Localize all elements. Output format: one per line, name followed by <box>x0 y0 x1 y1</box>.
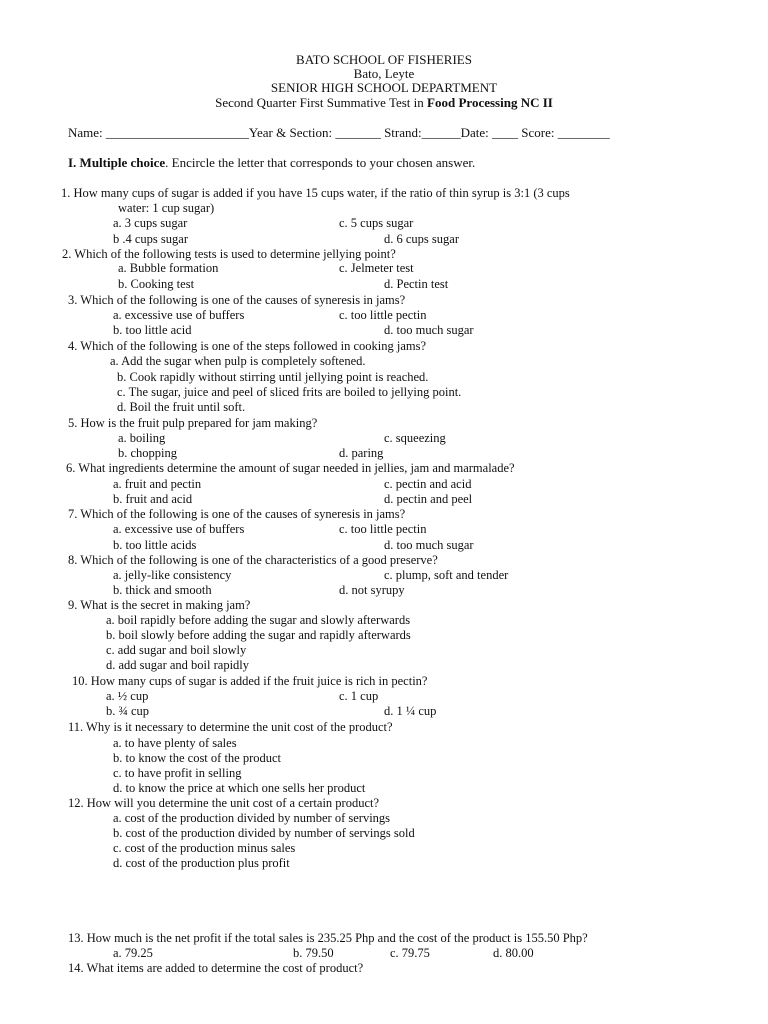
section-title: I. Multiple choice <box>68 155 166 170</box>
q6-choice-b: b. fruit and acid <box>113 492 193 506</box>
q1-choice-c: c. 5 cups sugar <box>339 216 414 230</box>
q10-choice-a: a. ½ cup <box>106 689 149 703</box>
q8-choice-c: c. plump, soft and tender <box>384 568 509 582</box>
q6-choice-a: a. fruit and pectin <box>113 477 202 491</box>
q9-choice-a: a. boil rapidly before adding the sugar and slowly afterwards <box>106 613 411 627</box>
question-4: 4. Which of the following is one of the steps followed in cooking jams? <box>68 339 427 353</box>
q6-choice-d: d. pectin and peel <box>384 492 473 506</box>
q13-choice-b: b. 79.50 <box>293 946 334 960</box>
question-6: 6. What ingredients determine the amount of sugar needed in jellies, jam and marmalade? <box>66 461 515 475</box>
question-10: 10. How many cups of sugar is added if the fruit juice is rich in pectin? <box>72 674 428 688</box>
q5-choice-a: a. boiling <box>118 431 166 445</box>
q9-choice-b: b. boil slowly before adding the sugar and rapidly afterwards <box>106 628 411 642</box>
q12-choice-d: d. cost of the production plus profit <box>113 856 290 870</box>
test-subject: Food Processing NC II <box>427 95 553 110</box>
q2-choice-c: c. Jelmeter test <box>339 261 414 275</box>
q5-choice-c: c. squeezing <box>384 431 446 445</box>
q7-choice-c: c. too little pectin <box>339 522 427 536</box>
q13-choice-c: c. 79.75 <box>390 946 430 960</box>
q11-choice-a: a. to have plenty of sales <box>113 736 237 750</box>
section-instruction: . Encircle the letter that corresponds to your chosen answer. <box>165 155 476 170</box>
q8-choice-b: b. thick and smooth <box>113 583 212 597</box>
q3-choice-c: c. too little pectin <box>339 308 427 322</box>
q4-choice-d: d. Boil the fruit until soft. <box>117 400 246 414</box>
q7-choice-a: a. excessive use of buffers <box>113 522 245 536</box>
q12-choice-b: b. cost of the production divided by number of servings sold <box>113 826 415 840</box>
q10-choice-d: d. 1 ¼ cup <box>384 704 437 718</box>
test-title <box>0 95 768 110</box>
q8-choice-a: a. jelly-like consistency <box>113 568 232 582</box>
question-1-cont: water: 1 cup sugar) <box>118 201 215 215</box>
question-11: 11. Why is it necessary to determine the unit cost of the product? <box>68 720 393 734</box>
school-location: Bato, Leyte <box>353 66 415 81</box>
student-info-line: Name: ______________________Year & Section: _______ Strand:______Date: ____ Score: ________ <box>68 125 610 140</box>
q5-choice-d: d. paring <box>339 446 384 460</box>
question-14: 14. What items are added to determine the cost of product? <box>68 961 364 975</box>
school-name: BATO SCHOOL OF FISHERIES <box>296 52 472 67</box>
q4-choice-a: a. Add the sugar when pulp is completely softened. <box>110 354 366 368</box>
q2-choice-b: b. Cooking test <box>118 277 195 291</box>
q13-choice-d: d. 80.00 <box>493 946 534 960</box>
q2-choice-d: d. Pectin test <box>384 277 449 291</box>
q3-choice-d: d. too much sugar <box>384 323 474 337</box>
question-2: 2. Which of the following tests is used to determine jellying point? <box>62 247 396 261</box>
question-1: 1. How many cups of sugar is added if you have 15 cups water, if the ratio of thin syrup is 3:1 (3 cups <box>61 186 570 200</box>
q3-choice-b: b. too little acid <box>113 323 192 337</box>
q9-choice-c: c. add sugar and boil slowly <box>106 643 247 657</box>
section-heading <box>68 155 475 170</box>
q13-choice-a: a. 79.25 <box>113 946 153 960</box>
q2-choice-a: a. Bubble formation <box>118 261 219 275</box>
q11-choice-b: b. to know the cost of the product <box>113 751 282 765</box>
question-13: 13. How much is the net profit if the total sales is 235.25 Php and the cost of the product is 155.50 Php? <box>68 931 588 945</box>
test-title-prefix: Second Quarter First Summative Test in <box>215 95 428 110</box>
department-name: SENIOR HIGH SCHOOL DEPARTMENT <box>270 80 498 95</box>
q1-choice-d: d. 6 cups sugar <box>384 232 459 246</box>
question-5: 5. How is the fruit pulp prepared for jam making? <box>68 416 318 430</box>
question-3: 3. Which of the following is one of the causes of syneresis in jams? <box>68 293 406 307</box>
q1-choice-a: a. 3 cups sugar <box>113 216 188 230</box>
q10-choice-b: b. ¾ cup <box>106 704 150 718</box>
q7-choice-b: b. too little acids <box>113 538 197 552</box>
q11-choice-d: d. to know the price at which one sells her product <box>113 781 366 795</box>
q3-choice-a: a. excessive use of buffers <box>113 308 245 322</box>
question-8: 8. Which of the following is one of the characteristics of a good preserve? <box>68 553 438 567</box>
q10-choice-c: c. 1 cup <box>339 689 379 703</box>
q8-choice-d: d. not syrupy <box>339 583 405 597</box>
question-12: 12. How will you determine the unit cost of a certain product? <box>68 796 380 810</box>
q5-choice-b: b. chopping <box>118 446 178 460</box>
question-9: 9. What is the secret in making jam? <box>68 598 251 612</box>
q12-choice-c: c. cost of the production minus sales <box>113 841 296 855</box>
q4-choice-c: c. The sugar, juice and peel of sliced frits are boiled to jellying point. <box>117 385 462 399</box>
question-7: 7. Which of the following is one of the causes of syneresis in jams? <box>68 507 406 521</box>
q7-choice-d: d. too much sugar <box>384 538 474 552</box>
q12-choice-a: a. cost of the production divided by number of servings <box>113 811 391 825</box>
q1-choice-b: b .4 cups sugar <box>113 232 188 246</box>
q4-choice-b: b. Cook rapidly without stirring until jellying point is reached. <box>117 370 429 384</box>
q9-choice-d: d. add sugar and boil rapidly <box>106 658 250 672</box>
q11-choice-c: c. to have profit in selling <box>113 766 242 780</box>
q6-choice-c: c. pectin and acid <box>384 477 472 491</box>
